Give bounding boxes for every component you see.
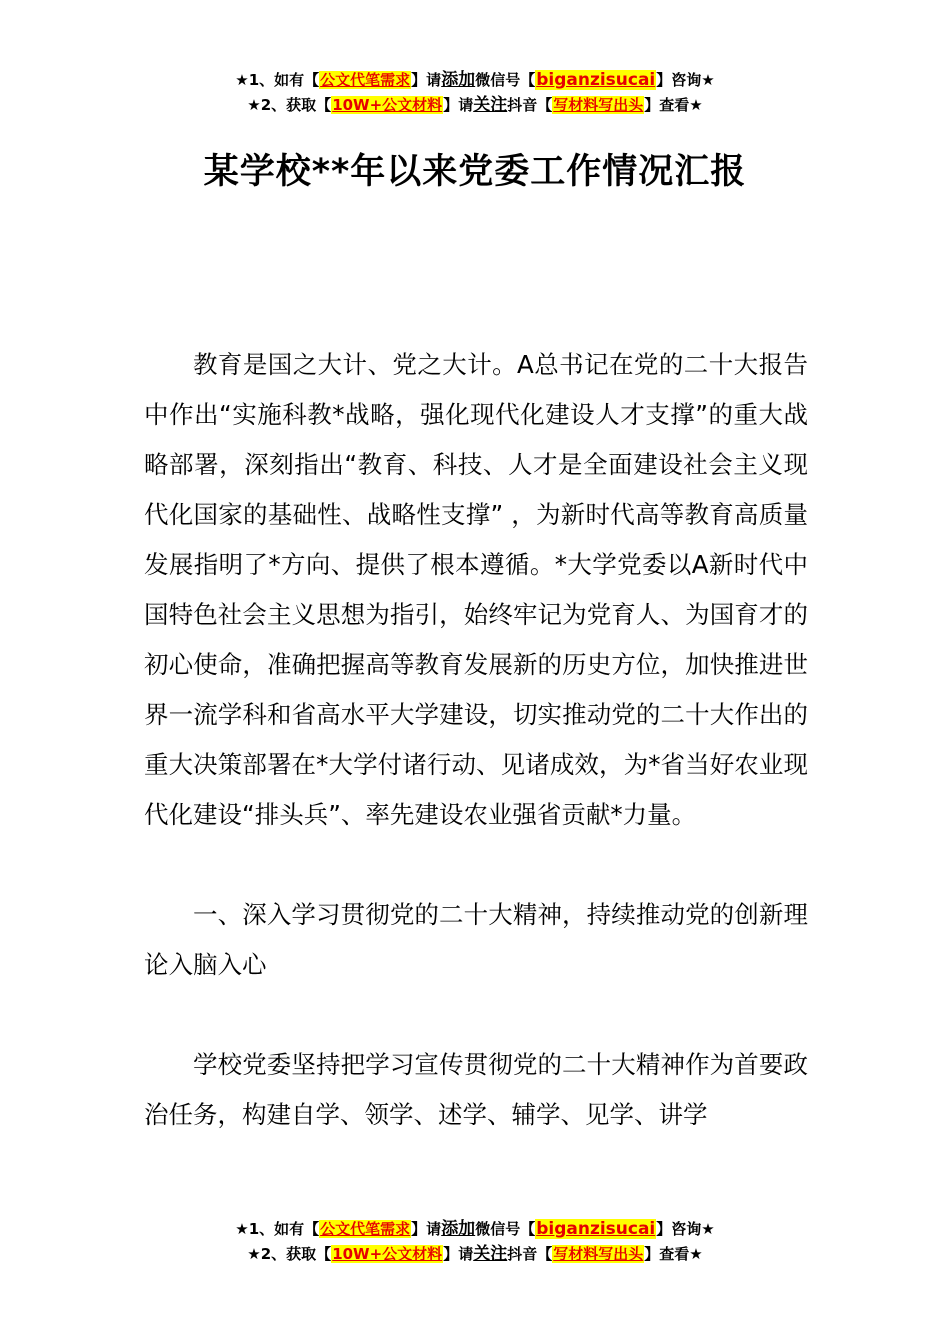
highlight-materials: 10W+公文材料 — [332, 1245, 443, 1263]
intro-paragraph: 教育是国之大计、党之大计。A总书记在党的二十大报告中作出“实施科教*战略，强化现代化建设人才支撑”的重大战略部署，深刻指出“教育、科技、人才是全面建设社会主义现代化国家的基础性、战略性支撑” ，为新时代高等教育高质量发展指明了*方向、提供了根本遵循。*大学党委以A新时代中国特色社会主义思想为指引，始终牢记为党育人、为国育才的初心使命，准确把握高等教育发展新的历史方位，加快推进世界一流学科和省高水平大学建设，切实推动党的二十大作出的重大决策部署在*大学付诸行动、见诸成效，为*省当好农业现代化建设“排头兵”、率先建设农业强省贡献*力量。 — [144, 350, 808, 829]
highlight-wechat-id: biganzisucai — [536, 1219, 656, 1239]
document-title: 某学校**年以来党委工作情况汇报 — [203, 152, 747, 192]
highlight-service: 公文代笔需求 — [320, 71, 411, 89]
promo-line-2: ★2、获取【10W+公文材料】请关注抖音【写材料写出头】查看★ — [247, 95, 703, 115]
highlight-materials: 10W+公文材料 — [332, 96, 443, 114]
highlight-service: 公文代笔需求 — [320, 1220, 411, 1238]
highlight-douyin: 写材料写出头 — [553, 1245, 644, 1263]
promo-line-1: ★1、如有【公文代笔需求】请添加微信号【biganzisucai】咨询★ — [235, 1219, 715, 1239]
highlight-douyin: 写材料写出头 — [553, 96, 644, 114]
promo-banner-bottom — [0, 1217, 950, 1267]
promo-line-1: ★1、如有【公文代笔需求】请添加微信号【biganzisucai】咨询★ — [235, 70, 715, 90]
highlight-wechat-id: biganzisucai — [536, 70, 656, 90]
document-body — [144, 340, 808, 1140]
promo-line-2: ★2、获取【10W+公文材料】请关注抖音【写材料写出头】查看★ — [247, 1244, 703, 1264]
promo-banner-top — [0, 68, 950, 118]
section-heading-1: 一、深入学习贯彻党的二十大精神，持续推动党的创新理论入脑入心 — [144, 900, 808, 979]
section-paragraph-1: 学校党委坚持把学习宣传贯彻党的二十大精神作为首要政治任务，构建自学、领学、述学、辅学、见学、讲学 — [144, 1050, 808, 1129]
